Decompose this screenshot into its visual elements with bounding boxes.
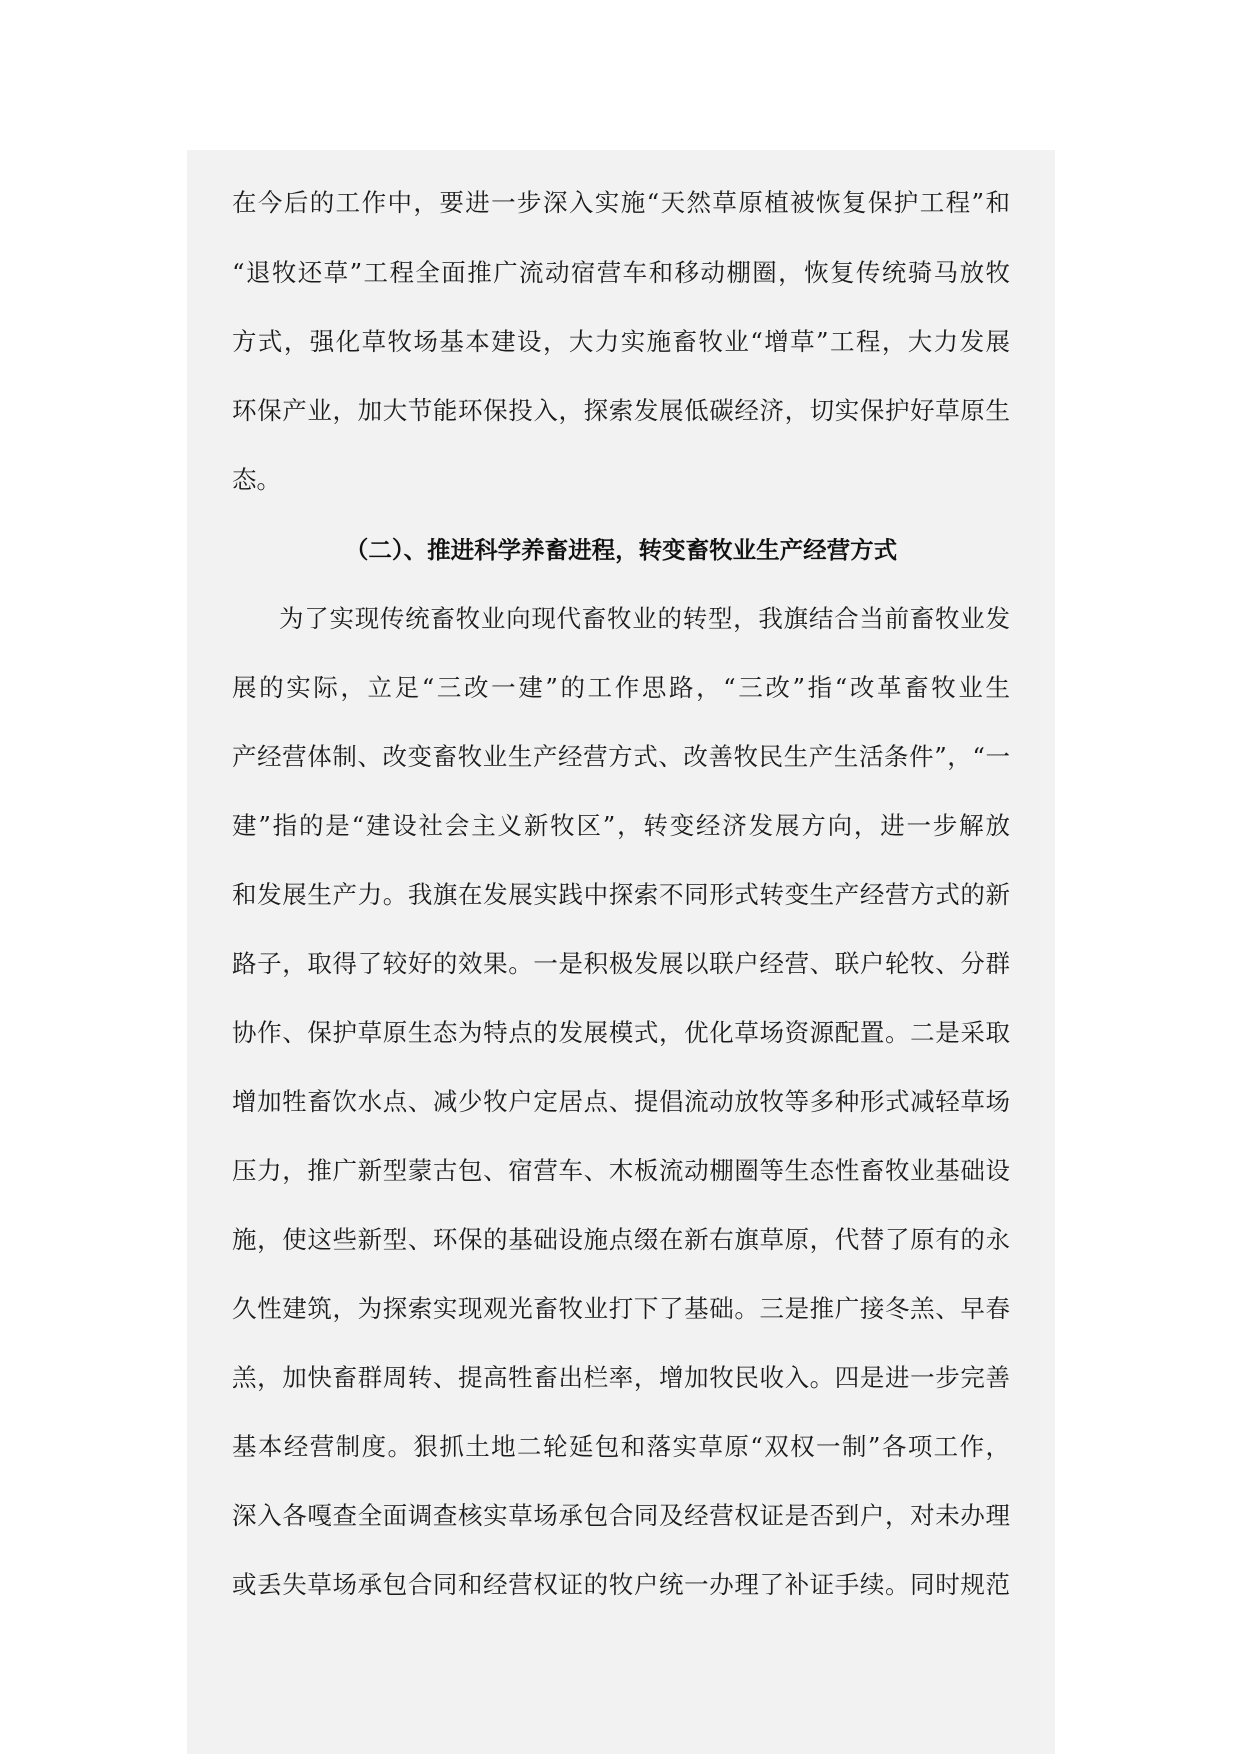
paragraph-2-line-9: 压力，推广新型蒙古包、宿营车、木板流动棚圈等生态性畜牧业基础设 [232, 1156, 1010, 1185]
paragraph-2-line-12: 羔，加快畜群周转、提高牲畜出栏率，增加牧民收入。四是进一步完善 [232, 1363, 1010, 1392]
paragraph-1-line-2: “退牧还草”工程全面推广流动宿营车和移动棚圈，恢复传统骑马放牧 [232, 258, 1010, 287]
section-heading: （二）、推进科学养畜进程，转变畜牧业生产经营方式 [344, 536, 898, 564]
paragraph-2-line-4: 建”指的是“建设社会主义新牧区”，转变经济发展方向，进一步解放 [232, 811, 1010, 840]
paragraph-2-line-3: 产经营体制、改变畜牧业生产经营方式、改善牧民生产生活条件”，“一 [232, 742, 1010, 771]
paragraph-2-line-10: 施，使这些新型、环保的基础设施点缀在新右旗草原，代替了原有的永 [232, 1225, 1010, 1254]
paragraph-1-line-5: 态。 [232, 465, 281, 494]
paragraph-2-line-7: 协作、保护草原生态为特点的发展模式，优化草场资源配置。二是采取 [232, 1018, 1010, 1047]
paragraph-2-line-2: 展的实际，立足“三改一建”的工作思路，“三改”指“改革畜牧业生 [232, 673, 1010, 702]
document-text-block [187, 150, 1055, 1754]
paragraph-1-line-3: 方式，强化草牧场基本建设，大力实施畜牧业“增草”工程，大力发展 [232, 327, 1010, 356]
paragraph-2-line-15: 或丢失草场承包合同和经营权证的牧户统一办理了补证手续。同时规范 [232, 1570, 1010, 1599]
paragraph-2-line-6: 路子，取得了较好的效果。一是积极发展以联户经营、联户轮牧、分群 [232, 949, 1010, 978]
paragraph-2-line-1: 为了实现传统畜牧业向现代畜牧业的转型，我旗结合当前畜牧业发 [279, 604, 1010, 633]
paragraph-2-line-13: 基本经营制度。狠抓土地二轮延包和落实草原“双权一制”各项工作， [232, 1432, 1010, 1461]
paragraph-2-line-14: 深入各嘎查全面调查核实草场承包合同及经营权证是否到户，对未办理 [232, 1501, 1010, 1530]
paragraph-1-line-4: 环保产业，加大节能环保投入，探索发展低碳经济，切实保护好草原生 [232, 396, 1010, 425]
paragraph-2-line-5: 和发展生产力。我旗在发展实践中探索不同形式转变生产经营方式的新 [232, 880, 1010, 909]
paragraph-2-line-8: 增加牲畜饮水点、减少牧户定居点、提倡流动放牧等多种形式减轻草场 [232, 1087, 1010, 1116]
paragraph-1-line-1: 在今后的工作中，要进一步深入实施“天然草原植被恢复保护工程”和 [232, 188, 1010, 217]
paragraph-2-line-11: 久性建筑，为探索实现观光畜牧业打下了基础。三是推广接冬羔、早春 [232, 1294, 1010, 1323]
